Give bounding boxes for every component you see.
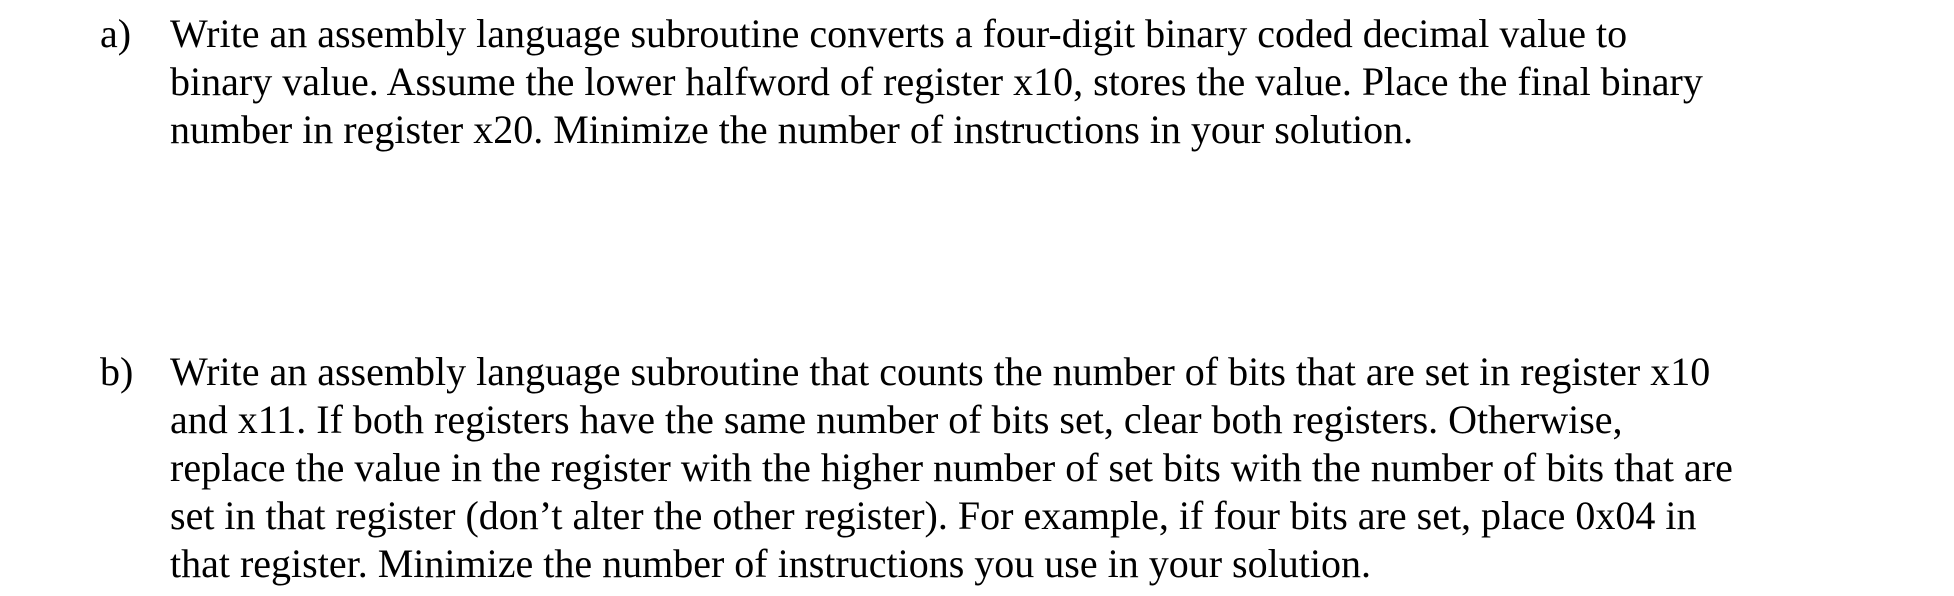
question-a-line-3: number in register x20. Minimize the number of instructions in your solution. [170, 107, 1414, 152]
question-b-line-4: set in that register (don’t alter the other register). For example, if four bits are set, place 0x04 in [170, 493, 1697, 538]
question-b-line-3: replace the value in the register with the higher number of set bits with the number of bits that are [170, 445, 1733, 490]
question-b-line-2: and x11. If both registers have the same number of bits set, clear both registers. Otherwise, [170, 397, 1623, 442]
question-b-label: b) [100, 349, 134, 394]
question-a-line-2: binary value. Assume the lower halfword of register x10, stores the value. Place the final binary [170, 59, 1703, 104]
question-a-line-1: Write an assembly language subroutine converts a four-digit binary coded decimal value to [170, 11, 1628, 56]
question-b-text [170, 348, 1950, 588]
question-b-line-1: Write an assembly language subroutine that counts the number of bits that are set in register x10 [170, 349, 1711, 394]
question-b-line-5: that register. Minimize the number of instructions you use in your solution. [170, 541, 1371, 586]
question-a-label: a) [100, 11, 132, 56]
question-a-text [170, 10, 1950, 154]
